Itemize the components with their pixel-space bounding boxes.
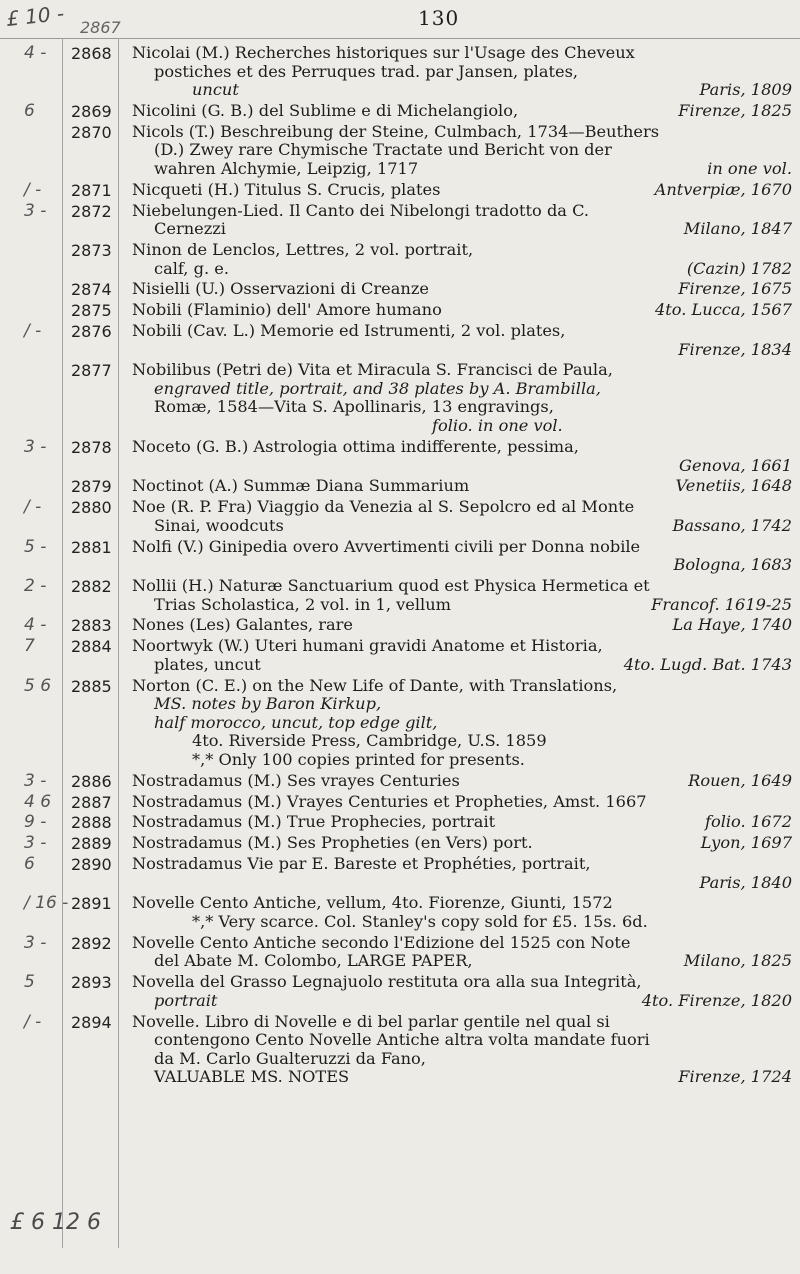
entry-imprint: 4to. Lucca, 1567	[654, 300, 792, 320]
lot-number: 2871	[71, 180, 112, 200]
handwritten-price: 6	[24, 854, 35, 874]
lot-description	[132, 1013, 792, 1087]
page-number: 130	[418, 6, 460, 30]
entry-line: (D.) Zwey rare Chymische Tractate und Bericht von der	[154, 140, 612, 160]
lot-number: 2883	[71, 616, 112, 636]
lot-number: 2876	[71, 322, 112, 341]
handwritten-price: 5	[24, 972, 35, 993]
entry-line: Noctinot (A.) Summæ Diana Summarium	[132, 476, 470, 496]
lot-number: 2874	[71, 280, 112, 300]
entry-line: Nobilibus (Petri de) Vita et Miracula S. Francisci de Paula,	[132, 360, 613, 380]
lot-description	[132, 301, 792, 320]
entry-line: Nostradamus (M.) Ses vrayes Centuries	[132, 770, 460, 790]
entry-line: Noceto (G. B.) Astrologia ottima indifferente, pessima,	[132, 437, 579, 456]
entry-imprint: 4to. Lugd. Bat. 1743	[623, 654, 792, 674]
entry-line: Novella del Grasso Legnajuolo restituta ora alla sua Integrità,	[132, 972, 642, 992]
lot-description	[132, 477, 792, 496]
entry-imprint: in one vol.	[707, 158, 792, 178]
lot-number: 2870	[71, 122, 112, 142]
entry-imprint: Antverpiæ, 1670	[654, 179, 792, 199]
lot-description	[132, 677, 792, 770]
entry-line: Nicolai (M.) Recherches historiques sur l'Usage des Cheveux	[132, 43, 635, 62]
lot-number: 2875	[71, 301, 112, 321]
lot-number: 2877	[71, 361, 112, 381]
lot-description	[132, 577, 792, 614]
entry-line: Ninon de Lenclos, Lettres, 2 vol. portrait,	[132, 240, 474, 259]
entry-line: Sinai, woodcuts	[154, 515, 284, 535]
entry-imprint: La Haye, 1740	[672, 615, 792, 635]
entry-line: Novelle Cento Antiche, vellum, 4to. Fiorenze, Giunti, 1572	[132, 893, 613, 913]
entry-line: contengono Cento Novelle Antiche altra volta mandate fuori	[154, 1030, 650, 1050]
lot-description	[132, 44, 792, 100]
entry-imprint: Lyon, 1697	[700, 833, 792, 853]
lot-description	[132, 813, 792, 832]
handwritten-price: 3 -	[24, 770, 47, 791]
entry-imprint: folio. 1672	[704, 812, 792, 832]
margin-rule-2	[118, 38, 119, 1248]
entry-line: Noortwyk (W.) Uteri humani gravidi Anatome et Historia,	[132, 636, 603, 656]
entry-line: Nolfi (V.) Ginipedia overo Avvertimenti civili per Donna nobile	[132, 536, 641, 556]
entry-line: postiches et des Perruques trad. par Jansen, plates,	[154, 61, 579, 81]
lot-number: 2890	[71, 855, 112, 874]
handwritten-price: 9 -	[24, 812, 47, 833]
handwritten-price: 3 -	[24, 437, 47, 457]
handwritten-price: 3 -	[24, 833, 47, 854]
handwritten-footer: £ 6 12 6	[10, 1210, 101, 1235]
handwritten-price: 4 -	[24, 43, 47, 63]
lot-description	[132, 123, 792, 179]
lot-number: 2881	[71, 537, 112, 557]
entry-imprint: Milano, 1825	[683, 951, 792, 971]
handwritten-price: / -	[24, 321, 42, 341]
lot-description	[132, 202, 792, 239]
entry-imprint: Genova, 1661	[679, 455, 792, 475]
entry-imprint: Rouen, 1649	[688, 770, 792, 790]
lot-number: 2892	[71, 933, 112, 953]
entry-line: Nollii (H.) Naturæ Sanctuarium quod est Physica Hermetica et	[132, 576, 650, 595]
handwritten-price: 5 -	[24, 536, 47, 557]
entry-imprint: Paris, 1809	[699, 80, 792, 99]
entry-imprint: Paris, 1840	[699, 872, 792, 892]
entry-line: Cernezzi	[154, 219, 226, 239]
entry-line: Nostradamus (M.) True Prophecies, portrait	[132, 812, 496, 832]
handwritten-price: / -	[24, 497, 42, 518]
lot-description	[132, 834, 792, 853]
entry-line: Trias Scholastica, 2 vol. in 1, vellum	[154, 594, 451, 614]
lot-description	[132, 616, 792, 635]
lot-description	[132, 498, 792, 535]
handwritten-price: 2 -	[24, 576, 47, 596]
lot-description	[132, 934, 792, 971]
lot-description	[132, 241, 792, 278]
entry-line: Nobili (Flaminio) dell' Amore humano	[132, 300, 442, 320]
lot-description	[132, 361, 792, 435]
lot-number: 2880	[71, 498, 112, 518]
handwritten-total: £ 10 -	[4, 1, 66, 31]
entry-line: Nicols (T.) Beschreibung der Steine, Culmbach, 1734—Beuthers	[132, 121, 660, 141]
entry-line: Norton (C. E.) on the New Life of Dante, with Translations,	[132, 675, 618, 695]
lot-number: 2894	[71, 1012, 112, 1032]
entry-imprint: Milano, 1847	[683, 219, 792, 239]
entry-line: Nobili (Cav. L.) Memorie ed Istrumenti, 2 vol. plates,	[132, 321, 566, 340]
handwritten-price: 5 6	[24, 675, 52, 696]
lot-description	[132, 855, 792, 892]
entry-imprint: Firenze, 1675	[678, 279, 792, 299]
entry-line: MS. notes by Baron Kirkup,	[154, 694, 382, 714]
entry-line: uncut	[192, 80, 239, 99]
entry-line: Nicqueti (H.) Titulus S. Crucis, plates	[132, 179, 441, 199]
lot-description	[132, 772, 792, 791]
entry-line: *,* Very scarce. Col. Stanley's copy sold for £5. 15s. 6d.	[192, 911, 648, 931]
handwritten-price: 6	[24, 101, 35, 121]
entry-line: Nicolini (G. B.) del Sublime e di Michelangiolo,	[132, 101, 519, 120]
lot-description	[132, 973, 792, 1010]
lot-description	[132, 280, 792, 299]
lot-number: 2889	[71, 834, 112, 854]
handwritten-price: / -	[24, 1011, 42, 1032]
entry-line: Niebelungen-Lied. Il Canto dei Nibelongi tradotto da C.	[132, 200, 590, 220]
entry-line: Novelle. Libro di Novelle e di bel parlar gentile nel qual si	[132, 1011, 610, 1031]
entry-line: calf, g. e.	[154, 258, 229, 278]
entry-imprint: Bologna, 1683	[673, 555, 792, 575]
lot-description	[132, 538, 792, 575]
handwritten-price: 4 -	[24, 615, 47, 636]
lot-description	[132, 637, 792, 674]
entry-line: folio. in one vol.	[432, 415, 563, 435]
entry-line: Nisielli (U.) Osservazioni di Creanze	[132, 279, 429, 299]
lot-number: 2878	[71, 438, 112, 457]
handwritten-price: 3 -	[24, 932, 47, 953]
entry-imprint: (Cazin) 1782	[686, 258, 792, 278]
lot-description	[132, 793, 792, 812]
entry-imprint: Francof. 1619-25	[651, 594, 792, 614]
entry-line: del Abate M. Colombo, LARGE PAPER,	[154, 951, 473, 971]
entry-imprint: Firenze, 1724	[678, 1067, 792, 1087]
lot-number: 2893	[71, 973, 112, 993]
entry-line: Nostradamus Vie par E. Bareste et Prophéties, portrait,	[132, 854, 591, 873]
entry-line: Novelle Cento Antiche secondo l'Edizione del 1525 con Note	[132, 932, 631, 952]
handwritten-price: / 16 -	[24, 893, 69, 914]
lot-number: 2882	[71, 577, 112, 596]
lot-number: 2888	[71, 813, 112, 833]
entry-line: portrait	[154, 990, 218, 1010]
lot-number: 2872	[71, 201, 112, 221]
lot-number: 2868	[71, 44, 112, 63]
entry-imprint: Firenze, 1825	[678, 101, 792, 120]
lot-number: 2885	[71, 676, 112, 696]
entry-line: half morocco, uncut, top edge gilt,	[154, 712, 438, 732]
entry-imprint: Venetiis, 1648	[675, 476, 792, 496]
entry-line: Nostradamus (M.) Vrayes Centuries et Propheties, Amst. 1667	[132, 791, 647, 811]
lot-description	[132, 102, 792, 121]
lot-number: 2873	[71, 241, 112, 260]
entry-line: Romæ, 1584—Vita S. Apollinaris, 13 engravings,	[154, 397, 554, 417]
entry-line: Nones (Les) Galantes, rare	[132, 615, 354, 635]
entry-line: wahren Alchymie, Leipzig, 1717	[154, 158, 419, 178]
margin-note: 2867	[80, 18, 121, 37]
entry-line: plates, uncut	[154, 654, 261, 674]
entry-line: Nostradamus (M.) Ses Propheties (en Vers) port.	[132, 833, 533, 853]
lot-description	[132, 181, 792, 200]
entry-line: engraved title, portrait, and 38 plates by A. Brambilla,	[154, 378, 601, 398]
lot-number: 2891	[71, 894, 112, 914]
handwritten-price: 4 6	[24, 791, 52, 812]
handwritten-price: / -	[24, 179, 42, 200]
lot-number: 2879	[71, 477, 112, 497]
entry-imprint: 4to. Firenze, 1820	[641, 990, 792, 1010]
entry-imprint: Firenze, 1834	[678, 339, 792, 359]
lot-number: 2884	[71, 637, 112, 657]
lot-number: 2886	[71, 771, 112, 791]
lot-description	[132, 322, 792, 359]
handwritten-price: 7	[24, 636, 35, 657]
lot-description	[132, 438, 792, 475]
margin-rule-1	[62, 38, 63, 1248]
lot-number: 2869	[71, 102, 112, 121]
lot-number: 2887	[71, 792, 112, 812]
lot-description	[132, 894, 792, 931]
entry-line: Noe (R. P. Fra) Viaggio da Venezia al S. Sepolcro ed al Monte	[132, 497, 635, 517]
entry-line: *,* Only 100 copies printed for presents.	[192, 749, 525, 769]
handwritten-price: 3 -	[24, 200, 47, 221]
entry-imprint: Bassano, 1742	[672, 515, 792, 535]
entry-line: VALUABLE MS. NOTES	[154, 1067, 350, 1087]
entry-line: da M. Carlo Gualteruzzi da Fano,	[154, 1048, 426, 1068]
entry-line: 4to. Riverside Press, Cambridge, U.S. 1859	[192, 731, 547, 751]
header-rule	[0, 38, 800, 39]
